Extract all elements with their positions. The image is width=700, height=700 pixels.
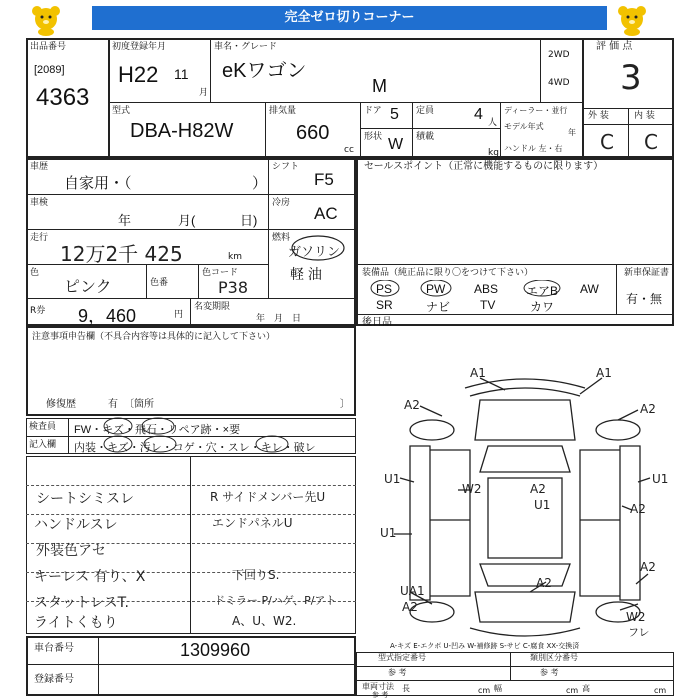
model-code: DBA-H82W: [130, 120, 234, 142]
equipment-label: 装備品（純正品に限り〇をつけて下さい）: [362, 268, 534, 278]
repair-label: 修復歴: [46, 399, 76, 410]
first-reg-label: 初度登録年月: [112, 42, 167, 52]
dmg-a2-rear: A2: [536, 576, 552, 590]
inspection-label: 車検: [30, 198, 49, 208]
color-code-label: 色コード: [202, 268, 239, 278]
title-change-date: 年 月 日: [256, 314, 302, 324]
notes-label: 注意事項申告欄（不具合内容等は具体的に記入して下さい）: [32, 332, 276, 342]
inspection-day: 日): [240, 213, 258, 228]
model-year-unit: 年: [568, 128, 576, 137]
mascot-right: [612, 4, 652, 36]
equip-navi: ナビ: [426, 300, 451, 314]
inspection-year: 年: [118, 213, 132, 228]
title-change-label: 名変期限: [194, 302, 231, 312]
dims-width: 幅: [494, 684, 502, 693]
dmg-a2-bottom-left: A2: [402, 600, 418, 614]
color: ピンク: [64, 277, 112, 296]
lot-ref: [2089]: [34, 64, 65, 76]
reg-month: 11: [174, 66, 189, 82]
color-code: P38: [218, 278, 249, 297]
dmg-u1-left: U1: [384, 472, 401, 486]
warranty: 有・無: [626, 292, 663, 306]
corner-banner: 完全ゼロ切りコーナー: [92, 6, 607, 30]
entry-row: 内装・キズ・汚レ・コゲ・穴・スレ・キレ・破レ: [74, 442, 316, 454]
equip-leather: カワ: [530, 300, 555, 314]
repair-location: 〔箇所: [124, 399, 154, 410]
equip-abs: ABS: [474, 282, 499, 296]
chassis-label: 車台番号: [34, 643, 74, 654]
score-value: 3: [620, 58, 642, 98]
new-warranty-label: 新車保証書: [624, 268, 670, 278]
doors: 5: [390, 106, 399, 123]
aftermarket-label: 後日品: [362, 317, 392, 328]
note-left-2: ハンドルスレ: [34, 517, 118, 533]
load-label: 積載: [416, 132, 435, 142]
km-unit: km: [228, 252, 242, 262]
dims-ref: 参 考: [372, 691, 389, 699]
kg-unit: kg: [488, 148, 499, 158]
equip-ps: PS: [376, 282, 393, 296]
type-cert-ref: 参 考: [388, 668, 407, 677]
equip-aw: AW: [580, 282, 599, 296]
fuel-label: 燃料: [272, 233, 291, 243]
yen-unit: 円: [174, 310, 184, 320]
model-label: 型式: [112, 106, 131, 116]
note-right-4: 下回りS.: [232, 568, 280, 582]
note-right-5: ドミラー P/ハゲ、P/アト: [214, 594, 337, 607]
class-no-ref: 参 考: [540, 668, 559, 677]
dims-width-unit: cm: [566, 686, 579, 695]
dims-length-unit: cm: [478, 686, 491, 695]
note-left-1: シートシミスレ: [36, 491, 134, 507]
dmg-w2-rear: W2: [626, 610, 646, 624]
repair-close: 〕: [340, 399, 350, 410]
model-year-label: モデル年式: [504, 122, 544, 131]
reg-no-label: 登録番号: [34, 674, 74, 685]
displacement: 660: [296, 122, 330, 144]
entry-label: 記入欄: [29, 440, 57, 450]
fuel-gasoline: ガソリン: [288, 245, 341, 260]
inspector-row: FW・キズ・飛石・リペア跡・×要: [74, 424, 241, 436]
lot-number: 4363: [36, 84, 90, 111]
header-block: [26, 38, 674, 158]
damage-legend: A-キズ E-エクボ U-凹み W-補修跡 S-サビ C-腐食 XX-交換済: [390, 642, 580, 650]
score-label: 評 価 点: [596, 41, 633, 52]
dims-label: 車両寸法: [362, 682, 394, 691]
inspector-label: 検査員: [29, 422, 57, 432]
mileage-label: 走行: [30, 233, 49, 243]
grade: M: [372, 76, 387, 96]
aircon-label: 冷房: [272, 198, 291, 208]
aircon: AC: [314, 204, 338, 223]
fuel-diesel: 軽 油: [290, 266, 322, 282]
dmg-u1-bottom-left: U1: [380, 526, 397, 540]
dealer-label: ディーラー・並行: [504, 106, 568, 115]
repair-has: 有: [108, 399, 118, 410]
color-no-label: 色番: [150, 278, 169, 288]
mascot-left: [26, 4, 66, 36]
class-no-label: 類別区分番号: [530, 653, 578, 662]
displacement-label: 排気量: [269, 106, 297, 116]
equip-pw: PW: [426, 282, 446, 296]
cc-unit: cc: [344, 145, 354, 155]
dmg-w2: W2: [462, 482, 482, 496]
equipment-grid: [370, 282, 612, 312]
note-left-3: 外装色アセ: [36, 543, 106, 559]
mileage: 12万2千 425: [60, 242, 183, 266]
4wd-label: 4WD: [548, 78, 570, 88]
interior-grade: C: [644, 130, 658, 154]
note-right-2: エンドパネルU: [212, 516, 293, 530]
dmg-a1-front-right: A1: [596, 366, 612, 380]
doors-label: ドア: [364, 106, 382, 116]
dims-height: 高: [582, 684, 590, 693]
dmg-u1-right: U1: [652, 472, 669, 486]
note-left-5: スタットレスT.: [34, 595, 129, 611]
shift: F5: [314, 170, 334, 189]
exterior-grade: C: [600, 130, 614, 154]
lot-no-label: 出品番号: [30, 42, 67, 52]
dmg-ua1: UA1: [400, 584, 425, 598]
note-right-6: A、U、W2.: [232, 614, 297, 628]
car-name-label: 車名・グレード: [214, 42, 278, 52]
dmg-a2-front-right: A2: [640, 402, 656, 416]
type-cert-label: 型式指定番号: [378, 653, 426, 662]
dmg-a2-roof: A2: [530, 482, 546, 496]
dmg-a2-rear-side: A2: [640, 560, 656, 574]
dmg-a2-front-left: A2: [404, 398, 420, 412]
dmg-a1-front: A1: [470, 366, 486, 380]
recycle-label: R券: [30, 306, 46, 316]
dmg-u1-roof: U1: [534, 498, 551, 512]
handle-label: ハンドル 左・右: [504, 144, 563, 153]
car-name: eKワゴン: [222, 60, 307, 82]
capacity: 4: [474, 106, 483, 123]
equip-tv: TV: [480, 298, 496, 312]
capacity-label: 定員: [416, 106, 435, 116]
dims-length: 長: [402, 684, 410, 693]
reg-month-unit: 月: [199, 88, 209, 98]
fuel-circle-mark: [290, 234, 346, 262]
2wd-label: 2WD: [548, 50, 570, 60]
dims-height-unit: cm: [654, 686, 667, 695]
chassis-number: 1309960: [180, 640, 251, 660]
persons-unit: 人: [488, 118, 498, 128]
color-label: 色: [30, 268, 40, 278]
equip-sr: SR: [376, 298, 393, 312]
inspector-marks: [96, 417, 316, 455]
dmg-a2-rear-right: A2: [630, 502, 646, 516]
history-label: 車歴: [30, 162, 49, 172]
interior-label: 内 装: [634, 111, 655, 121]
equip-airbag: エアB: [526, 284, 559, 298]
sales-points-label: セールスポイント（正常に機能するものに限ります）: [364, 161, 604, 172]
note-left-4: キーレス 有り、X: [34, 569, 146, 585]
shape-label: 形状: [364, 132, 383, 142]
history: 自家用・（: [64, 175, 132, 192]
note-left-6: ライトくもり: [34, 615, 118, 631]
history-close: ）: [252, 175, 268, 192]
inspection-month: 月(: [178, 213, 196, 228]
note-right-1: R サイドメンバー先U: [210, 490, 326, 504]
dmg-fure: フレ: [628, 626, 650, 639]
recycle-fee: 9，460: [78, 306, 137, 326]
shape: W: [388, 136, 404, 153]
reg-era: H22: [118, 62, 159, 87]
shift-label: シフト: [272, 162, 300, 172]
exterior-label: 外 装: [588, 111, 609, 121]
